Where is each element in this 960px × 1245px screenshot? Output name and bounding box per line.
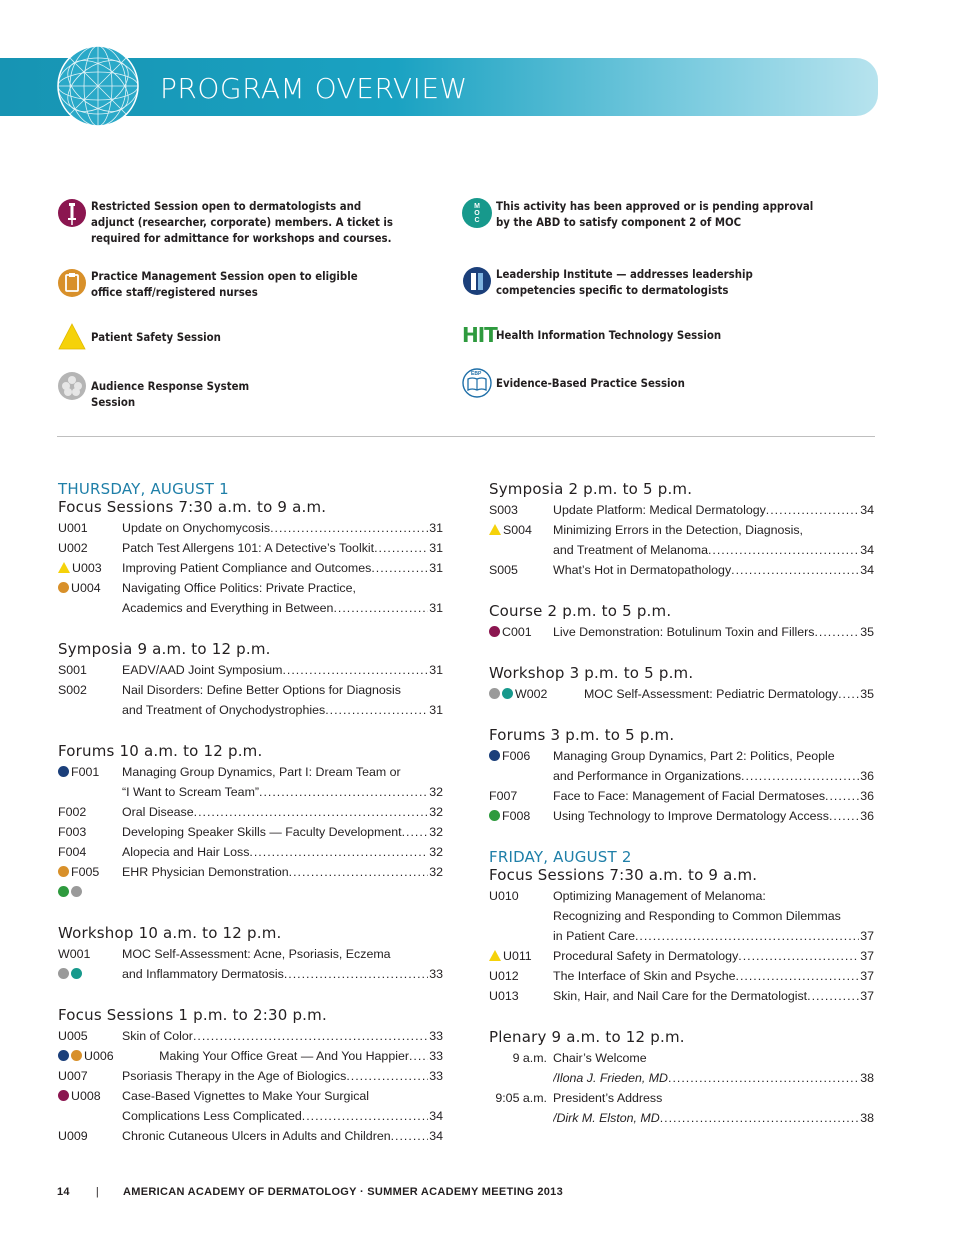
leadership-marker [489,750,500,761]
legend-audience: Audience Response System Session [57,371,311,410]
audience-marker [71,886,82,897]
practice-marker [58,866,69,877]
page-footer: 14 | AMERICAN ACADEMY OF DERMATOLOGY · SUMMER ACADEMY MEETING 2013 [57,1186,564,1198]
globe-icon [56,44,140,128]
legend-practice: Practice Management Session open to eligible office staff/registered nurses [57,268,447,300]
session-row: W001 MOC Self-Assessment: Acne, Psoriasis, Eczema [58,947,391,961]
section-title: Plenary 9 a.m. to 12 p.m. [489,1028,685,1046]
session-row: S004 Minimizing Errors in the Detection, Diagnosis, [489,520,874,540]
session-row: U001 Update on Onychomycosis ..... 31 [58,518,443,538]
session-row-cont: and Inflammatory Dermatosis ..... 33 [58,964,443,984]
session-row-cont: and Treatment of Melanoma ..... 34 [489,540,874,560]
session-row: F007 Face to Face: Management of Facial Dermatoses ..... 36 [489,786,874,806]
clipboard-icon [57,268,87,298]
section-divider [57,436,875,437]
restricted-marker [489,626,500,637]
session-row-cont: Recognizing and Responding to Common Dilemmas [553,909,841,923]
session-row-cont: and Performance in Organizations ..... 36 [489,766,874,786]
patient-safety-marker [489,950,501,961]
plenary-row-cont: /Dirk M. Elston, MD ..... 38 [489,1108,874,1128]
section-title: Focus Sessions 7:30 a.m. to 9 a.m. [58,498,327,516]
section-title: Forums 3 p.m. to 5 p.m. [489,726,675,744]
moc-icon: M O C [462,198,492,228]
plenary-row-cont: /Ilona J. Frieden, MD ..... 38 [489,1068,874,1088]
session-row: W002 MOC Self-Assessment: Pediatric Dermatology ..... 35 [489,684,874,704]
session-row: U006 Making Your Office Great — And You Happier ..... 33 [58,1046,443,1066]
session-row: F004 Alopecia and Hair Loss ..... 32 [58,842,443,862]
section-title: Course 2 p.m. to 5 p.m. [489,602,672,620]
session-row: U007 Psoriasis Therapy in the Age of Biologics ..... 33 [58,1066,443,1086]
leadership-marker [58,766,69,777]
audience-marker [489,688,500,699]
day-heading-thursday: THURSDAY, AUGUST 1 [58,480,229,498]
restricted-icon [57,198,87,228]
session-row-cont: and Treatment of Onychodystrophies ..... 31 [58,700,443,720]
page-title: PROGRAM OVERVIEW [160,72,468,105]
legend-hit: HIT Health Information Technology Session [462,320,796,350]
hit-marker [58,886,69,897]
session-row: U002 Patch Test Allergens 101: A Detective’s Toolkit ..... 31 [58,538,443,558]
audience-marker [58,968,69,979]
schedule-right-column [489,480,874,1128]
session-row: S003 Update Platform: Medical Dermatology ..... 34 [489,500,874,520]
session-row-cont: Academics and Everything in Between ..... 31 [58,598,443,618]
page-number: 14 [57,1186,70,1198]
section-title: Symposia 2 p.m. to 5 p.m. [489,480,693,498]
legend-moc: M O C This activity has been approved or is pending approval by the ABD to satisfy component 2 of MOC [462,198,862,230]
session-row: S005 What’s Hot in Dermatopathology ..... 34 [489,560,874,580]
session-row: U012 The Interface of Skin and Psyche ..... 37 [489,966,874,986]
session-row: F002 Oral Disease ..... 32 [58,802,443,822]
moc-marker [502,688,513,699]
session-row: F008 Using Technology to Improve Dermatology Access ..... 36 [489,806,874,826]
session-row: S001 EADV/AAD Joint Symposium ..... 31 [58,660,443,680]
section-title: Forums 10 a.m. to 12 p.m. [58,742,263,760]
restricted-marker [58,1090,69,1101]
session-row: U005 Skin of Color ..... 33 [58,1026,443,1046]
session-row: F005 EHR Physician Demonstration ..... 32 [58,862,443,882]
section-title: Symposia 9 a.m. to 12 p.m. [58,640,271,658]
practice-marker [58,582,69,593]
plenary-row: 9:05 a.m. President’s Address [495,1091,663,1105]
section-title: Workshop 10 a.m. to 12 p.m. [58,924,282,942]
session-row: U013 Skin, Hair, and Nail Care for the Dermatologist ..... 37 [489,986,874,1006]
section-title: Focus Sessions 1 p.m. to 2:30 p.m. [58,1006,327,1024]
session-row: U008 Case-Based Vignettes to Make Your Surgical [58,1086,443,1106]
legend-ebp: EBP Evidence-Based Practice Session [462,368,756,398]
warning-triangle-icon [57,322,87,352]
session-row: F001 Managing Group Dynamics, Part I: Dream Team or [58,762,443,782]
legend-leadership: Leadership Institute — addresses leadership competencies specific to dermatologists [462,266,862,298]
legend-patient-safety: Patient Safety Session [57,322,291,352]
open-book-icon: EBP [462,368,492,398]
session-row: U009 Chronic Cutaneous Ulcers in Adults and Children ..... 34 [58,1126,443,1146]
plenary-row: 9 a.m. Chair’s Welcome [512,1051,647,1065]
hit-icon: HIT [462,323,497,347]
practice-marker [71,1050,82,1061]
session-row: U010 Optimizing Management of Melanoma: [489,889,766,903]
session-markers [58,882,443,902]
session-row-cont: in Patient Care ..... 37 [489,926,874,946]
session-row: U004 Navigating Office Politics: Private Practice, [58,578,443,598]
footer-text: AMERICAN ACADEMY OF DERMATOLOGY · SUMMER ACADEMY MEETING 2013 [123,1186,564,1198]
section-title: Workshop 3 p.m. to 5 p.m. [489,664,694,682]
session-row-cont: “I Want to Scream Team” ..... 32 [58,782,443,802]
leadership-icon [462,266,492,296]
patient-safety-marker [489,524,501,535]
session-row: U011 Procedural Safety in Dermatology ..... 37 [489,946,874,966]
session-row-cont: Complications Less Complicated ..... 34 [58,1106,443,1126]
session-row: C001 Live Demonstration: Botulinum Toxin and Fillers ..... 35 [489,622,874,642]
session-row: F006 Managing Group Dynamics, Part 2: Politics, People [489,746,874,766]
session-row: S002 Nail Disorders: Define Better Options for Diagnosis [58,683,401,697]
day-heading-friday: FRIDAY, AUGUST 2 [489,848,632,866]
session-row: F003 Developing Speaker Skills — Faculty Development ..... 32 [58,822,443,842]
leadership-marker [58,1050,69,1061]
section-title: Focus Sessions 7:30 a.m. to 9 a.m. [489,866,758,884]
session-row: U003 Improving Patient Compliance and Outcomes ..... 31 [58,558,443,578]
audience-response-icon [57,371,87,401]
moc-marker [71,968,82,979]
hit-marker [489,810,500,821]
schedule-left-column [58,480,443,1146]
legend-restricted: Restricted Session open to dermatologists and adjunct (researcher, corporate) members. A ticket is required for admittance for workshops and courses. [57,198,447,246]
patient-safety-marker [58,562,70,573]
